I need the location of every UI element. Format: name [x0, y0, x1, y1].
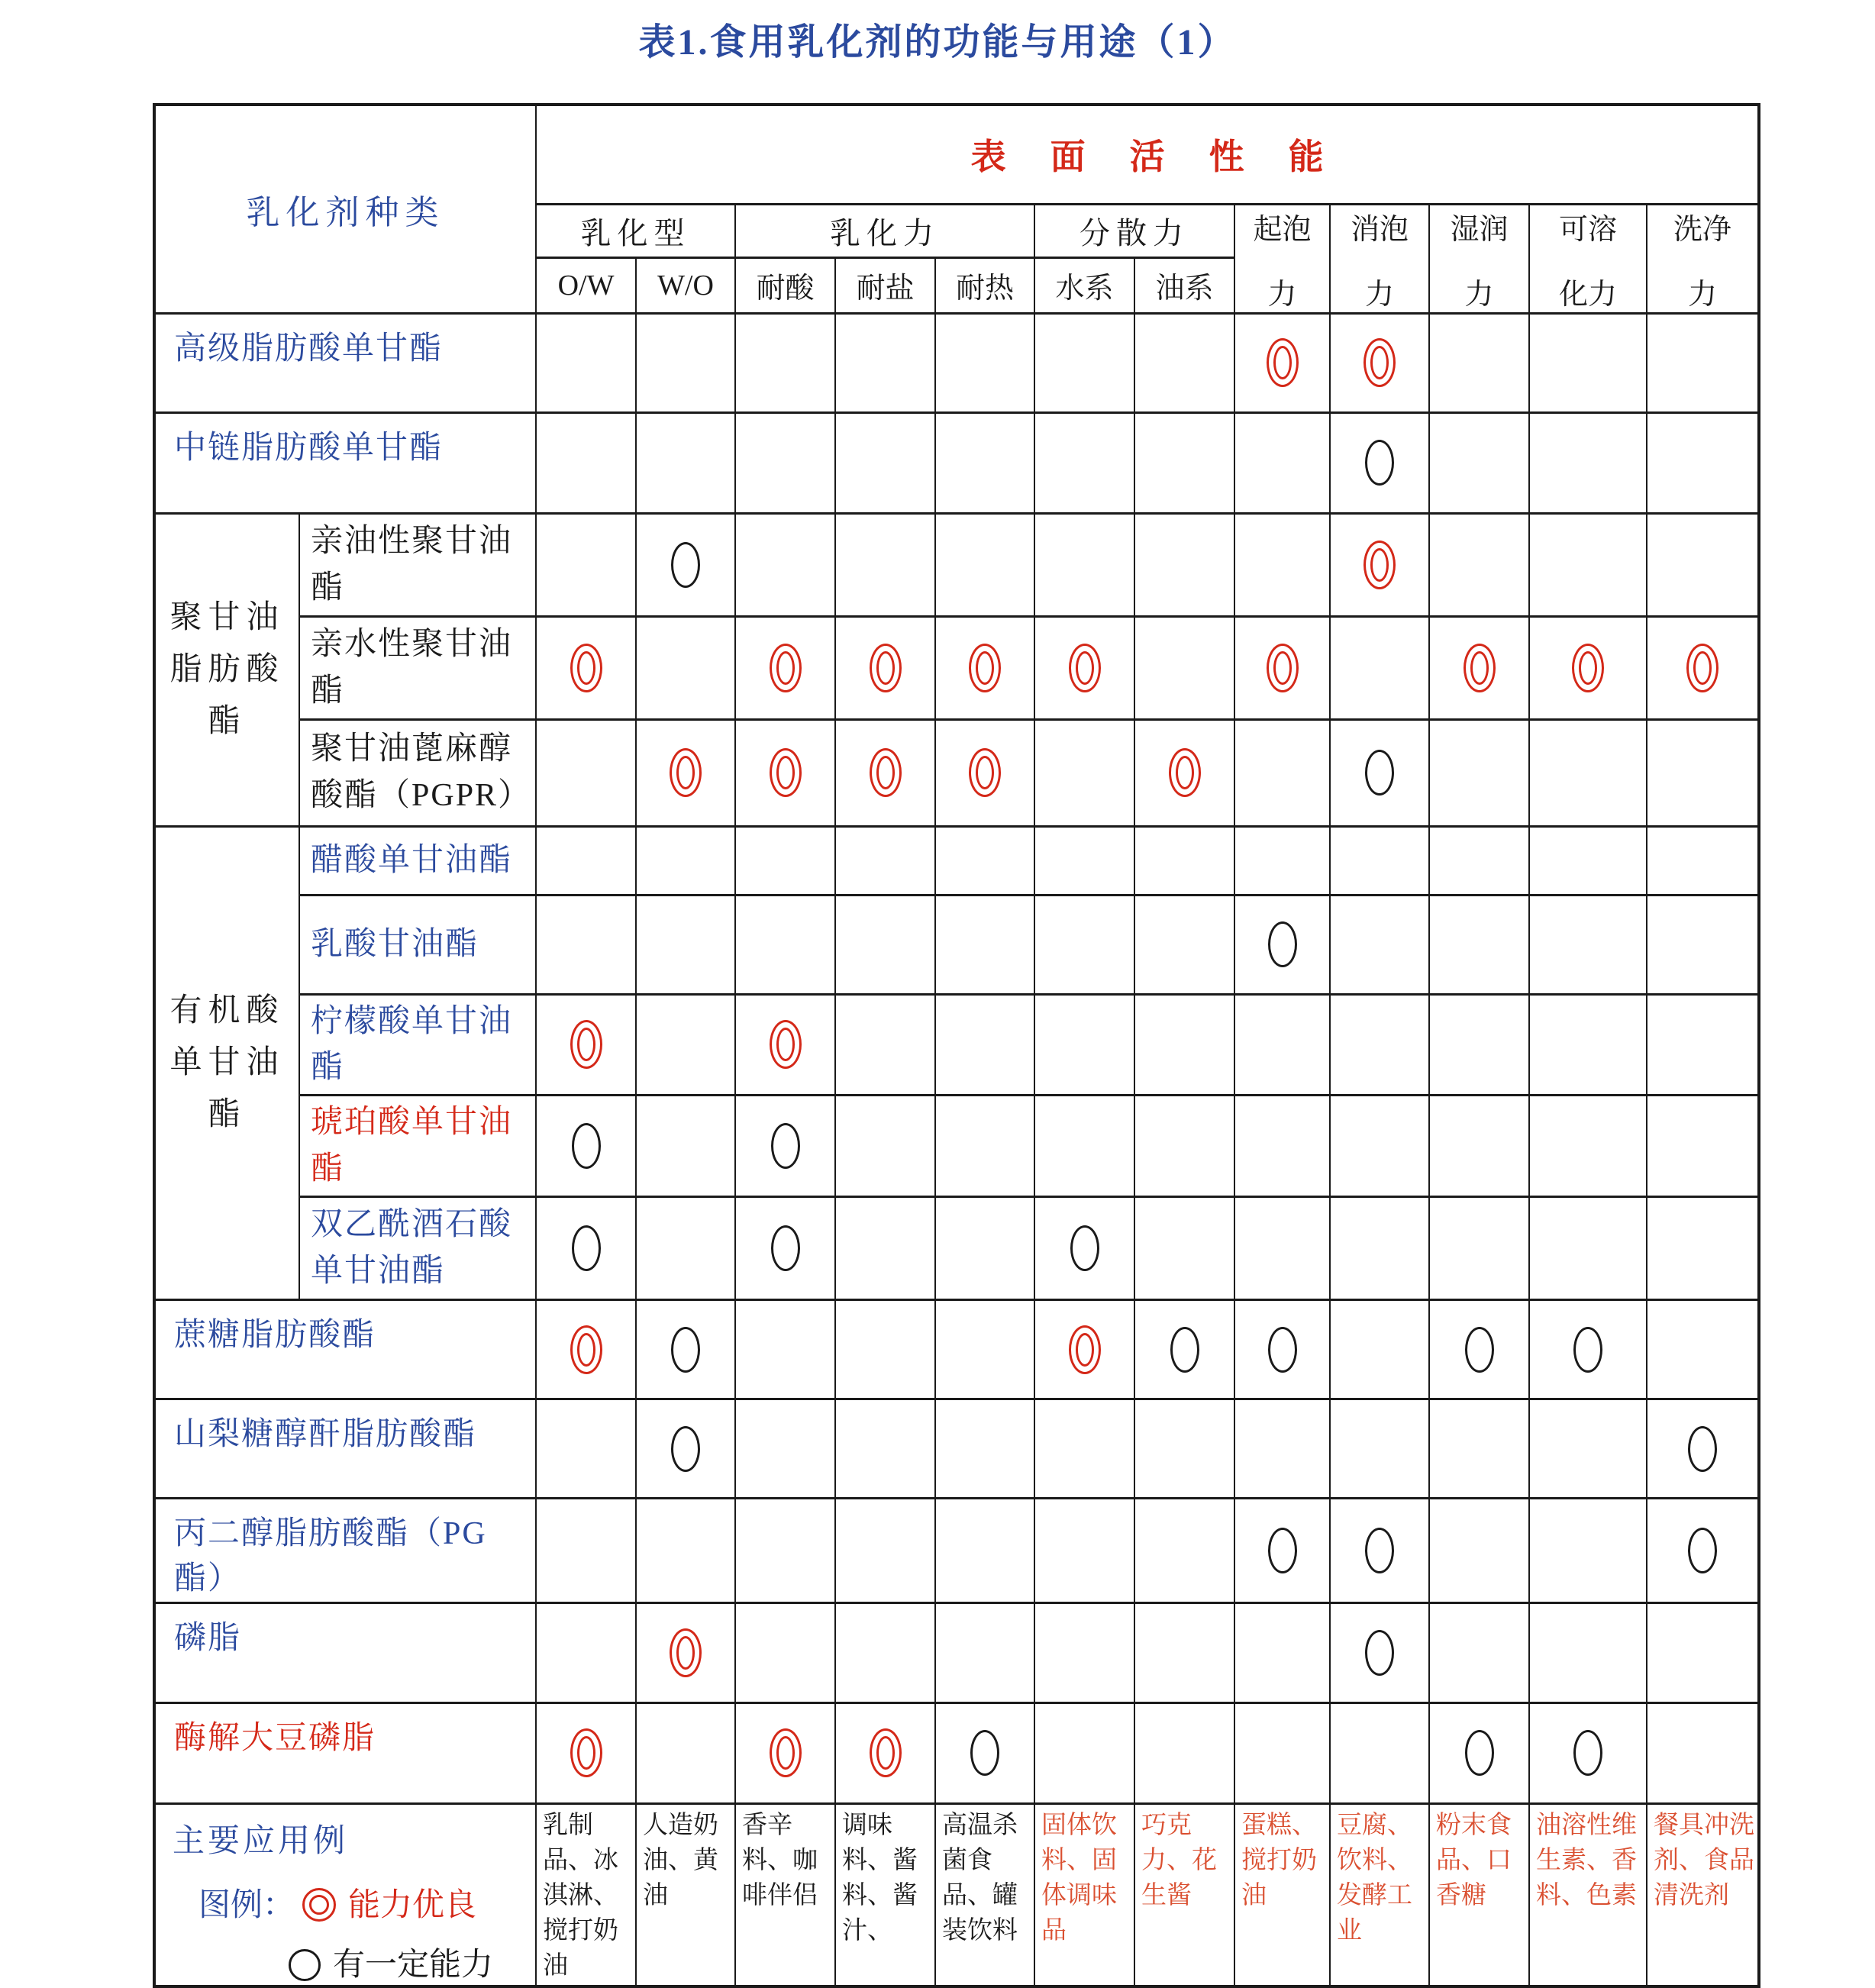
ability-cell: [536, 1096, 636, 1197]
ability-cell: [1429, 1399, 1529, 1499]
header-oil-system: 油系: [1134, 258, 1234, 313]
ability-cell: [1529, 826, 1647, 895]
ability-cell: [935, 412, 1034, 513]
ability-cell: [1034, 994, 1134, 1096]
ability-cell: [1647, 616, 1759, 719]
ability-cell: [1330, 1602, 1429, 1702]
ability-cell: [1429, 1096, 1529, 1197]
ability-cell: [1647, 1702, 1759, 1803]
ability-cell: [735, 826, 835, 895]
header-wetting-power: 湿润 力: [1429, 204, 1529, 313]
application-cell: 巧克力、花生酱: [1134, 1803, 1234, 1986]
ability-cell: [1034, 1602, 1134, 1702]
ability-cell: [1429, 616, 1529, 719]
ability-cell: [1134, 313, 1234, 412]
ability-cell: [1134, 513, 1234, 616]
ability-cell: [536, 1499, 636, 1603]
ability-cell: [1647, 1602, 1759, 1702]
ability-cell: [1429, 1300, 1529, 1399]
ability-cell: [536, 719, 636, 826]
ability-cell: [636, 1300, 735, 1399]
ability-cell: [1034, 1096, 1134, 1197]
table-row: [154, 513, 1759, 616]
table-row: [154, 826, 1759, 895]
ability-cell: [1234, 313, 1330, 412]
application-cell: 乳制品、冰淇淋、搅打奶油: [536, 1803, 636, 1986]
ability-cell: [835, 1702, 935, 1803]
table-row: [154, 616, 1759, 719]
ability-cell: [1647, 1499, 1759, 1603]
ability-cell: [1234, 826, 1330, 895]
ability-cell: [1647, 313, 1759, 412]
ability-cell: [1429, 895, 1529, 994]
ability-cell: [735, 1197, 835, 1300]
ability-cell: [1429, 1702, 1529, 1803]
header-washing-power: 洗净 力: [1647, 204, 1759, 313]
ability-cell: [835, 826, 935, 895]
ability-cell: [1234, 1096, 1330, 1197]
ability-cell: [1529, 1399, 1647, 1499]
ability-cell: [636, 1197, 735, 1300]
header-emulsion-type: 乳化型: [536, 204, 735, 258]
ability-cell: [1330, 1096, 1429, 1197]
ability-cell: [1429, 994, 1529, 1096]
ability-cell: [935, 1300, 1034, 1399]
ability-cell: [835, 313, 935, 412]
ability-cell: [735, 1399, 835, 1499]
header-foaming-power: 起泡 力: [1234, 204, 1330, 313]
ability-cell: [1529, 513, 1647, 616]
row-label: 双乙酰酒石酸单甘油酯: [299, 1197, 536, 1300]
application-cell: 粉末食品、口香糖: [1429, 1803, 1529, 1986]
header-ow: O/W: [536, 258, 636, 313]
application-cell: 香辛料、咖啡伴侣: [735, 1803, 835, 1986]
table-row: [154, 1399, 1759, 1499]
ability-cell: [1529, 1602, 1647, 1702]
ability-cell: [1330, 719, 1429, 826]
ability-cell: [935, 513, 1034, 616]
row-label: 亲油性聚甘油酯: [299, 513, 536, 616]
application-cell: 餐具冲洗剂、食品清洗剂: [1647, 1803, 1759, 1986]
ability-cell: [835, 1602, 935, 1702]
application-cell: 油溶性维生素、香料、色素: [1529, 1803, 1647, 1986]
ability-cell: [1647, 1096, 1759, 1197]
row-label: 中链脂肪酸单甘酯: [154, 412, 536, 513]
ability-cell: [1429, 1602, 1529, 1702]
ability-cell: [735, 1602, 835, 1702]
ability-cell: [935, 895, 1034, 994]
ability-cell: [636, 412, 735, 513]
ability-cell: [1234, 513, 1330, 616]
ability-cell: [536, 994, 636, 1096]
row-label: 醋酸单甘油酯: [299, 826, 536, 895]
ability-cell: [1134, 412, 1234, 513]
ability-cell: [735, 1096, 835, 1197]
ability-cell: [1529, 412, 1647, 513]
ability-cell: [1529, 1499, 1647, 1603]
legend-excellent: [198, 1880, 531, 1925]
table-row: [154, 313, 1759, 412]
ability-cell: [1034, 313, 1134, 412]
application-cell: 高温杀菌食品、罐装饮料: [935, 1803, 1034, 1986]
ability-cell: [935, 1197, 1034, 1300]
ability-cell: [1134, 1399, 1234, 1499]
ability-cell: [935, 313, 1034, 412]
ability-cell: [1034, 895, 1134, 994]
ability-cell: [636, 895, 735, 994]
ability-cell: [1234, 1602, 1330, 1702]
ability-cell: [1234, 1399, 1330, 1499]
ability-cell: [1647, 1197, 1759, 1300]
double-circle-icon: [302, 1888, 336, 1922]
table-row: [154, 994, 1759, 1096]
ability-cell: [835, 1399, 935, 1499]
table-row: [154, 1602, 1759, 1702]
application-cell: 调味料、酱料、酱汁、: [835, 1803, 935, 1986]
group-label-organic-acid: 有机酸单甘油酯: [154, 826, 299, 1300]
ability-cell: [1647, 513, 1759, 616]
ability-cell: [1234, 994, 1330, 1096]
ability-cell: [1034, 1499, 1134, 1603]
header-heat-resist: 耐热: [935, 258, 1034, 313]
ability-cell: [1529, 1096, 1647, 1197]
ability-cell: [835, 1096, 935, 1197]
ability-cell: [1034, 1702, 1134, 1803]
ability-cell: [1034, 1300, 1134, 1399]
ability-cell: [1034, 1399, 1134, 1499]
ability-cell: [1134, 719, 1234, 826]
header-emulsifying-power: 乳化力: [735, 204, 1034, 258]
ability-cell: [636, 826, 735, 895]
ability-cell: [935, 826, 1034, 895]
row-label: 亲水性聚甘油酯: [299, 616, 536, 719]
ability-cell: [1134, 1499, 1234, 1603]
ability-cell: [1234, 1197, 1330, 1300]
ability-cell: [935, 616, 1034, 719]
ability-cell: [935, 1399, 1034, 1499]
legend-some: [289, 1939, 531, 1985]
ability-cell: [1330, 1197, 1429, 1300]
ability-cell: [636, 719, 735, 826]
header-salt-resist: 耐盐: [835, 258, 935, 313]
ability-cell: [1134, 616, 1234, 719]
legend-cell: [154, 1803, 536, 1986]
application-cell: 蛋糕、搅打奶油: [1234, 1803, 1330, 1986]
ability-cell: [1330, 616, 1429, 719]
ability-cell: [1647, 412, 1759, 513]
ability-cell: [1429, 826, 1529, 895]
page-title: 表1.食用乳化剂的功能与用途（1）: [638, 22, 1237, 63]
ability-cell: [1330, 412, 1429, 513]
row-label: 乳酸甘油酯: [299, 895, 536, 994]
single-circle-icon: [289, 1949, 321, 1981]
ability-cell: [735, 1499, 835, 1603]
row-label: 酶解大豆磷脂: [154, 1702, 536, 1803]
legend-some-text: 有一定能力: [333, 1947, 494, 1983]
ability-cell: [636, 1096, 735, 1197]
ability-cell: [1529, 1300, 1647, 1399]
ability-cell: [735, 1300, 835, 1399]
ability-cell: [1330, 313, 1429, 412]
table-row: [154, 1197, 1759, 1300]
table-row: [154, 1096, 1759, 1197]
row-label: 山梨糖醇酐脂肪酸酯: [154, 1399, 536, 1499]
ability-cell: [536, 1399, 636, 1499]
ability-cell: [1647, 1399, 1759, 1499]
ability-cell: [1529, 895, 1647, 994]
ability-cell: [1134, 1702, 1234, 1803]
ability-cell: [536, 1300, 636, 1399]
ability-cell: [1330, 513, 1429, 616]
ability-cell: [735, 719, 835, 826]
ability-cell: [1330, 895, 1429, 994]
ability-cell: [636, 1602, 735, 1702]
application-row: [154, 1803, 1759, 1986]
row-label: 聚甘油蓖麻醇酸酯（PGPR）: [299, 719, 536, 826]
header-surface-activity: 表面活性能: [536, 105, 1759, 204]
ability-cell: [1429, 719, 1529, 826]
ability-cell: [735, 895, 835, 994]
ability-cell: [1234, 1300, 1330, 1399]
ability-cell: [735, 994, 835, 1096]
legend-excellent-text: 能力优良: [348, 1887, 477, 1923]
row-label: 柠檬酸单甘油酯: [299, 994, 536, 1096]
ability-cell: [636, 994, 735, 1096]
ability-cell: [735, 1702, 835, 1803]
ability-cell: [1647, 994, 1759, 1096]
ability-cell: [1034, 826, 1134, 895]
ability-cell: [935, 719, 1034, 826]
header-solubilizing-power: 可溶 化力: [1529, 204, 1647, 313]
ability-cell: [636, 1499, 735, 1603]
ability-cell: [636, 513, 735, 616]
applications-title: 主要应用例: [173, 1823, 349, 1859]
ability-cell: [835, 1197, 935, 1300]
table-row: [154, 412, 1759, 513]
ability-cell: [835, 1499, 935, 1603]
row-label: 丙二醇脂肪酸酯（PG 酯）: [154, 1499, 536, 1603]
ability-cell: [1330, 994, 1429, 1096]
ability-cell: [536, 1197, 636, 1300]
application-cell: 豆腐、饮料、发酵工业: [1330, 1803, 1429, 1986]
ability-cell: [1529, 1702, 1647, 1803]
ability-cell: [835, 719, 935, 826]
application-cell: 人造奶油、黄油: [636, 1803, 735, 1986]
ability-cell: [536, 616, 636, 719]
ability-cell: [735, 412, 835, 513]
header-dispersing-power: 分散力: [1034, 204, 1234, 258]
ability-cell: [536, 313, 636, 412]
ability-cell: [835, 895, 935, 994]
ability-cell: [1234, 1702, 1330, 1803]
ability-cell: [735, 513, 835, 616]
ability-cell: [1134, 1300, 1234, 1399]
ability-cell: [1234, 412, 1330, 513]
ability-cell: [636, 1702, 735, 1803]
table-row: [154, 1300, 1759, 1399]
ability-cell: [1134, 826, 1234, 895]
ability-cell: [1529, 1197, 1647, 1300]
ability-cell: [1429, 313, 1529, 412]
legend-label: 图例：: [198, 1887, 295, 1923]
emulsifier-function-table: [153, 103, 1760, 1988]
ability-cell: [935, 1702, 1034, 1803]
ability-cell: [1330, 1300, 1429, 1399]
row-label: 高级脂肪酸单甘酯: [154, 313, 536, 412]
ability-cell: [1034, 616, 1134, 719]
ability-cell: [1134, 1602, 1234, 1702]
ability-cell: [1034, 513, 1134, 616]
row-label: 磷脂: [154, 1602, 536, 1702]
ability-cell: [536, 1602, 636, 1702]
ability-cell: [1330, 1499, 1429, 1603]
ability-cell: [935, 1499, 1034, 1603]
header-defoaming-power: 消泡 力: [1330, 204, 1429, 313]
ability-cell: [1330, 826, 1429, 895]
ability-cell: [636, 616, 735, 719]
ability-cell: [1034, 719, 1134, 826]
ability-cell: [636, 1399, 735, 1499]
header-emulsifier-type: 乳化剂种类: [154, 105, 536, 313]
ability-cell: [835, 994, 935, 1096]
ability-cell: [1429, 1197, 1529, 1300]
ability-cell: [1234, 1499, 1330, 1603]
ability-cell: [636, 313, 735, 412]
ability-cell: [1134, 994, 1234, 1096]
ability-cell: [835, 616, 935, 719]
ability-cell: [835, 412, 935, 513]
row-label: 琥珀酸单甘油酯: [299, 1096, 536, 1197]
ability-cell: [1647, 719, 1759, 826]
ability-cell: [536, 895, 636, 994]
group-label-polyglycerol: 聚甘油脂肪酸酯: [154, 513, 299, 826]
ability-cell: [1647, 1300, 1759, 1399]
application-cell: 固体饮料、固体调味品: [1034, 1803, 1134, 1986]
ability-cell: [1647, 895, 1759, 994]
ability-cell: [536, 513, 636, 616]
ability-cell: [1134, 895, 1234, 994]
ability-cell: [1529, 616, 1647, 719]
ability-cell: [1134, 1197, 1234, 1300]
ability-cell: [735, 616, 835, 719]
table-row: [154, 895, 1759, 994]
header-wo: W/O: [636, 258, 735, 313]
header-water-system: 水系: [1034, 258, 1134, 313]
ability-cell: [536, 412, 636, 513]
ability-cell: [935, 1096, 1034, 1197]
header-acid-resist: 耐酸: [735, 258, 835, 313]
ability-cell: [1330, 1399, 1429, 1499]
ability-cell: [1034, 1197, 1134, 1300]
ability-cell: [835, 513, 935, 616]
ability-cell: [1234, 719, 1330, 826]
ability-cell: [1330, 1702, 1429, 1803]
ability-cell: [1429, 513, 1529, 616]
ability-cell: [1647, 826, 1759, 895]
row-label: 蔗糖脂肪酸酯: [154, 1300, 536, 1399]
ability-cell: [935, 994, 1034, 1096]
ability-cell: [1529, 719, 1647, 826]
ability-cell: [536, 826, 636, 895]
ability-cell: [1529, 313, 1647, 412]
ability-cell: [1429, 412, 1529, 513]
ability-cell: [1234, 616, 1330, 719]
ability-cell: [735, 313, 835, 412]
ability-cell: [935, 1602, 1034, 1702]
ability-cell: [1234, 895, 1330, 994]
ability-cell: [835, 1300, 935, 1399]
table-row: [154, 719, 1759, 826]
ability-cell: [536, 1702, 636, 1803]
table-row: [154, 1499, 1759, 1603]
table-row: [154, 1702, 1759, 1803]
ability-cell: [1429, 1499, 1529, 1603]
ability-cell: [1134, 1096, 1234, 1197]
ability-cell: [1034, 412, 1134, 513]
ability-cell: [1529, 994, 1647, 1096]
